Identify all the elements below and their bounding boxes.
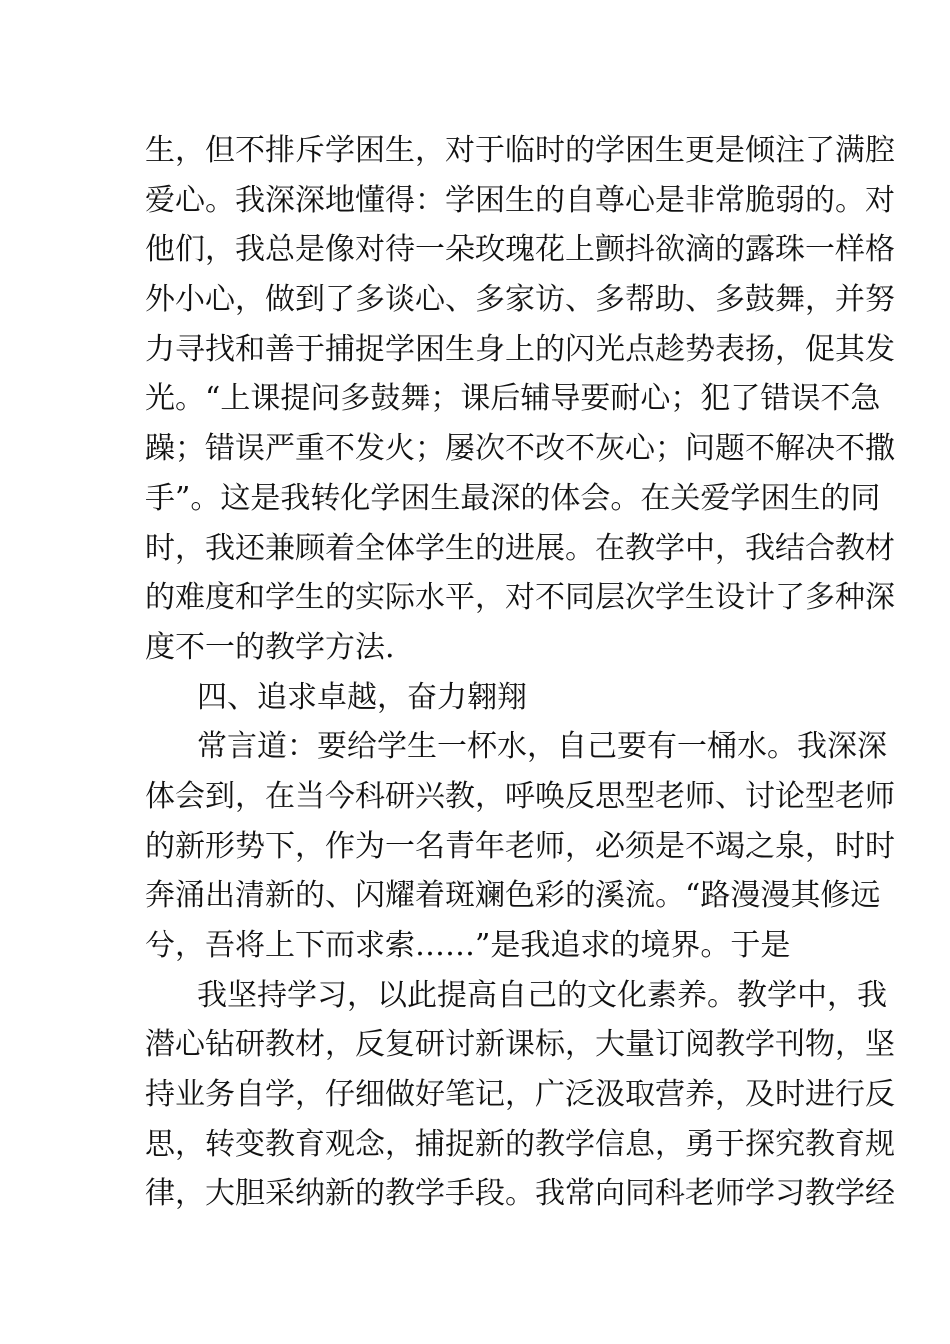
text-line: 四、追求卓越，奋力翱翔 [197,679,527,715]
text-line: 奔涌出清新的、闪耀着斑斓色彩的溪流。“路漫漫其修远 [145,878,881,914]
text-line: 生，但不排斥学困生，对于临时的学困生更是倾注了满腔 [145,133,895,168]
text-line: 潜心钻研教材，反复研讨新课标，大量订阅教学刊物，坚 [145,1027,895,1063]
text-line: 体会到，在当今科研兴教，呼唤反思型老师、讨论型老师 [145,778,895,814]
text-line: 度不一的教学方法. [145,629,395,665]
body-text [145,126,895,1219]
text-line: 兮，吾将上下而求索……”是我追求的境界。于是 [145,928,791,963]
text-line: 的难度和学生的实际水平，对不同层次学生设计了多种深 [145,580,895,616]
text-line: 思，转变教育观念，捕捉新的教学信息，勇于探究教育规 [145,1126,895,1162]
text-line: 躁；错误严重不发火；屡次不改不灰心；问题不解决不撒 [145,431,895,467]
text-line: 的新形势下，作为一名青年老师，必须是不竭之泉，时时 [145,828,895,864]
text-line: 持业务自学，仔细做好笔记，广泛汲取营养，及时进行反 [145,1077,895,1113]
text-line: 爱心。我深深地懂得：学困生的自尊心是非常脆弱的。对 [145,182,895,218]
text-line: 律，大胆采纳新的教学手段。我常向同科老师学习教学经 [145,1176,895,1212]
text-line: 常言道：要给学生一杯水，自己要有一桶水。我深深 [197,729,887,765]
text-line: 时，我还兼顾着全体学生的进展。在教学中，我结合教材 [145,530,895,566]
text-line: 我坚持学习，以此提高自己的文化素养。教学中，我 [197,977,887,1013]
text-line: 外小心，做到了多谈心、多家访、多帮助、多鼓舞，并努 [145,282,895,318]
text-line: 力寻找和善于捕捉学困生身上的闪光点趁势表扬，促其发 [145,331,895,367]
text-line: 光。“上课提问多鼓舞；课后辅导要耐心；犯了错误不急 [145,381,881,417]
text-line: 手”。这是我转化学困生最深的体会。在关爱学困生的同 [145,480,881,516]
text-line: 他们，我总是像对待一朵玫瑰花上颤抖欲滴的露珠一样格 [145,232,895,268]
